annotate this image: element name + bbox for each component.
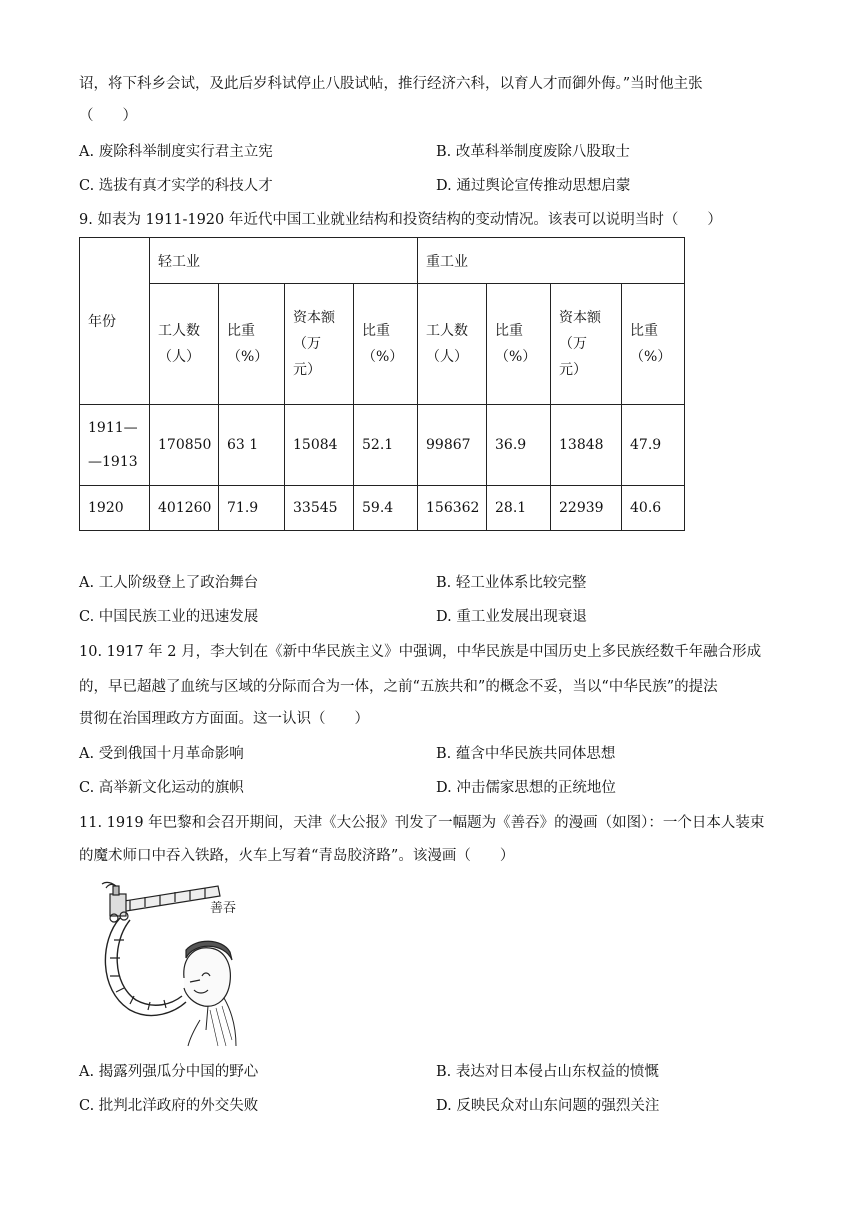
cell: 47.9 — [622, 405, 685, 486]
q10-option-c[interactable]: C. 高举新文化运动的旗帜 — [79, 780, 244, 796]
q11-option-a[interactable]: A. 揭露列强瓜分中国的野心 — [79, 1064, 259, 1080]
q8-stem-line: 诏，将下科乡会试，及此后岁科试停止八股试帖，推行经济六科，以育人才而御外侮。”当时他主张 — [79, 76, 703, 92]
cell: 36.9 — [487, 405, 551, 486]
cell: 22939 — [551, 486, 622, 531]
sub-header-capital-heavy: 资本额 （万 元） — [551, 284, 622, 405]
q8-option-b[interactable]: B. 改革科举制度废除八股取士 — [436, 144, 630, 160]
q9-option-a[interactable]: A. 工人阶级登上了政治舞台 — [79, 575, 259, 591]
table-row — [80, 405, 685, 486]
cell: 401260 — [150, 486, 219, 531]
sub-header-workers-light: 工人数 （人） — [150, 284, 219, 405]
cell: 28.1 — [487, 486, 551, 531]
q10-stem-line-1: 10. 1917 年 2 月，李大钊在《新中华民族主义》中强调，中华民族是中国历史上多民族经数千年融合形成 — [79, 644, 762, 660]
q10-option-a[interactable]: A. 受到俄国十月革命影响 — [79, 746, 244, 762]
table-row — [80, 486, 685, 531]
cartoon-image — [90, 880, 240, 1048]
year-cell: 1920 — [80, 486, 150, 531]
sub-header-workers-heavy: 工人数 （人） — [418, 284, 487, 405]
year-header-cell: 年份 — [80, 238, 150, 405]
q11-option-b[interactable]: B. 表达对日本侵占山东权益的愤慨 — [436, 1064, 659, 1080]
sub-header-share-heavy: 比重 （%） — [487, 284, 551, 405]
sub-header-capital-share-light: 比重 （%） — [354, 284, 418, 405]
q8-option-c[interactable]: C. 选拔有真才实学的科技人才 — [79, 178, 273, 194]
cell: 63 1 — [219, 405, 285, 486]
cell: 71.9 — [219, 486, 285, 531]
light-industry-header: 轻工业 — [150, 238, 418, 284]
q8-answer-blank: （ ） — [79, 108, 137, 124]
cell: 40.6 — [622, 486, 685, 531]
q11-option-c[interactable]: C. 批判北洋政府的外交失败 — [79, 1098, 259, 1114]
sub-header-capital-light: 资本额 （万 元） — [285, 284, 354, 405]
q11-stem-line-2: 的魔术师口中吞入铁路，火车上写着“青岛胶济路”。该漫画（ ） — [79, 848, 515, 864]
q9-option-d[interactable]: D. 重工业发展出现衰退 — [436, 609, 587, 625]
cell: 99867 — [418, 405, 487, 486]
sub-header-share-light: 比重 （%） — [219, 284, 285, 405]
q10-option-d[interactable]: D. 冲击儒家思想的正统地位 — [436, 780, 616, 796]
q10-option-b[interactable]: B. 蕴含中华民族共同体思想 — [436, 746, 616, 762]
q9-option-c[interactable]: C. 中国民族工业的迅速发展 — [79, 609, 259, 625]
q11-stem-line-1: 11. 1919 年巴黎和会召开期间，天津《大公报》刊发了一幅题为《善吞》的漫画（如图）：一个日本人装束 — [79, 815, 765, 831]
q10-stem-line-3: 贯彻在治国理政方方面面。这一认识（ ） — [79, 711, 369, 727]
sub-header-capital-share-heavy: 比重 （%） — [622, 284, 685, 405]
q10-stem-line-2: 的，早已超越了血统与区域的分际而合为一体，之前“五族共和”的概念不妥，当以“中华民族”的提法 — [79, 679, 718, 695]
q9-stem: 9. 如表为 1911-1920 年近代中国工业就业结构和投资结构的变动情况。该表可以说明当时（ ） — [79, 212, 722, 228]
cell: 52.1 — [354, 405, 418, 486]
cell: 170850 — [150, 405, 219, 486]
q9-option-b[interactable]: B. 轻工业体系比较完整 — [436, 575, 587, 591]
year-cell: 1911— —1913 — [80, 405, 150, 486]
cell: 59.4 — [354, 486, 418, 531]
cell: 13848 — [551, 405, 622, 486]
q11-option-d[interactable]: D. 反映民众对山东问题的强烈关注 — [436, 1098, 660, 1114]
heavy-industry-header: 重工业 — [418, 238, 685, 284]
cell: 33545 — [285, 486, 354, 531]
cell: 15084 — [285, 405, 354, 486]
industry-table — [79, 237, 685, 531]
q8-option-a[interactable]: A. 废除科举制度实行君主立宪 — [79, 144, 273, 160]
cartoon-title: 善吞 — [210, 901, 237, 916]
cell: 156362 — [418, 486, 487, 531]
q8-option-d[interactable]: D. 通过舆论宣传推动思想启蒙 — [436, 178, 631, 194]
